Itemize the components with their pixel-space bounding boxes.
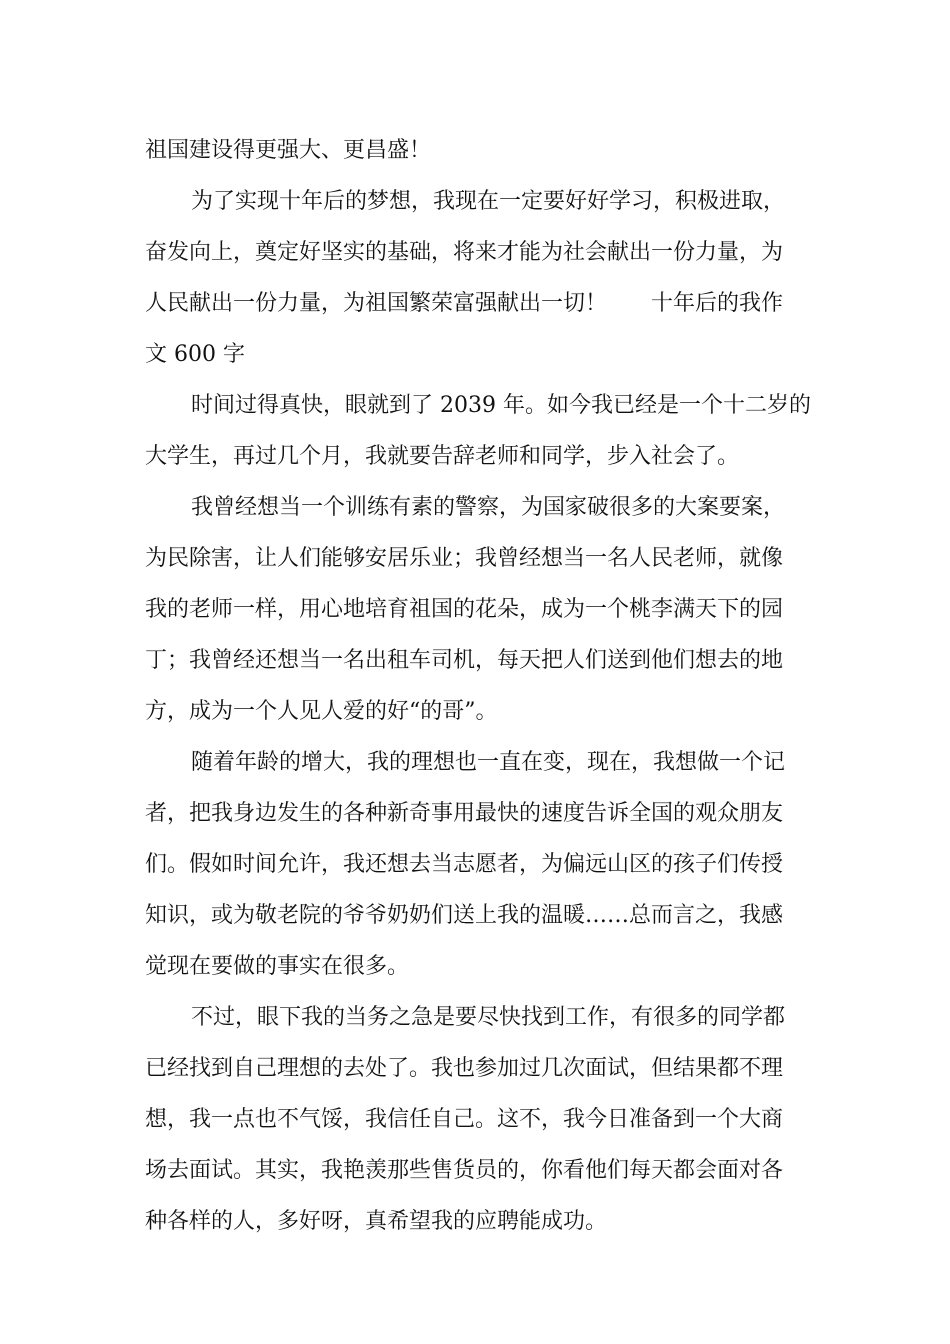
paragraph-first-line: 随着年龄的增大，我的理想也一直在变，现在，我想做一个记 [191, 750, 786, 775]
text-line: 丁；我曾经还想当一名出租车司机，每天把人们送到他们想去的地 [145, 648, 784, 673]
text-line: 想，我一点也不气馁，我信任自己。这不，我今日准备到一个大商 [145, 1107, 784, 1132]
text-line: 为民除害，让人们能够安居乐业；我曾经想当一名人民老师，就像 [145, 546, 784, 571]
paragraph-first-line: 不过，眼下我的当务之急是要尽快找到工作，有很多的同学都 [191, 1005, 786, 1030]
text-line: 祖国建设得更强大、更昌盛！ [145, 138, 432, 163]
text-line: 方，成为一个人见人爱的好“的哥”。 [145, 699, 498, 724]
paragraph-first-line: 我曾经想当一个训练有素的警察，为国家破很多的大案要案， [191, 495, 786, 520]
text-line: 场去面试。其实，我艳羡那些售货员的，你看他们每天都会面对各 [145, 1158, 784, 1183]
text-line: 觉现在要做的事实在很多。 [145, 954, 410, 979]
text-line: 知识，或为敬老院的爷爷奶奶们送上我的温暖……总而言之，我感 [145, 903, 784, 928]
paragraph-first-line: 为了实现十年后的梦想，我现在一定要好好学习，积极进取， [191, 189, 786, 214]
text-line: 已经找到自己理想的去处了。我也参加过几次面试，但结果都不理 [145, 1056, 784, 1081]
text-line: 者，把我身边发生的各种新奇事用最快的速度告诉全国的观众朋友 [145, 801, 784, 826]
text-line: 大学生，再过几个月，我就要告辞老师和同学，步入社会了。 [145, 444, 740, 469]
text-line: 种各样的人，多好呀，真希望我的应聘能成功。 [145, 1209, 608, 1234]
text-line: 我的老师一样，用心地培育祖国的花朵，成为一个桃李满天下的园 [145, 597, 784, 622]
paragraph-first-line: 时间过得真快，眼就到了 2039 年。如今我已经是一个十二岁的 [191, 393, 811, 418]
text-line: 人民献出一份力量，为祖国繁荣富强献出一切！ 十年后的我作 [145, 291, 784, 316]
text-line: 们。假如时间允许，我还想去当志愿者，为偏远山区的孩子们传授 [145, 852, 784, 877]
text-line: 奋发向上，奠定好坚实的基础，将来才能为社会献出一份力量，为 [145, 240, 784, 265]
text-line: 文 600 字 [145, 342, 245, 367]
